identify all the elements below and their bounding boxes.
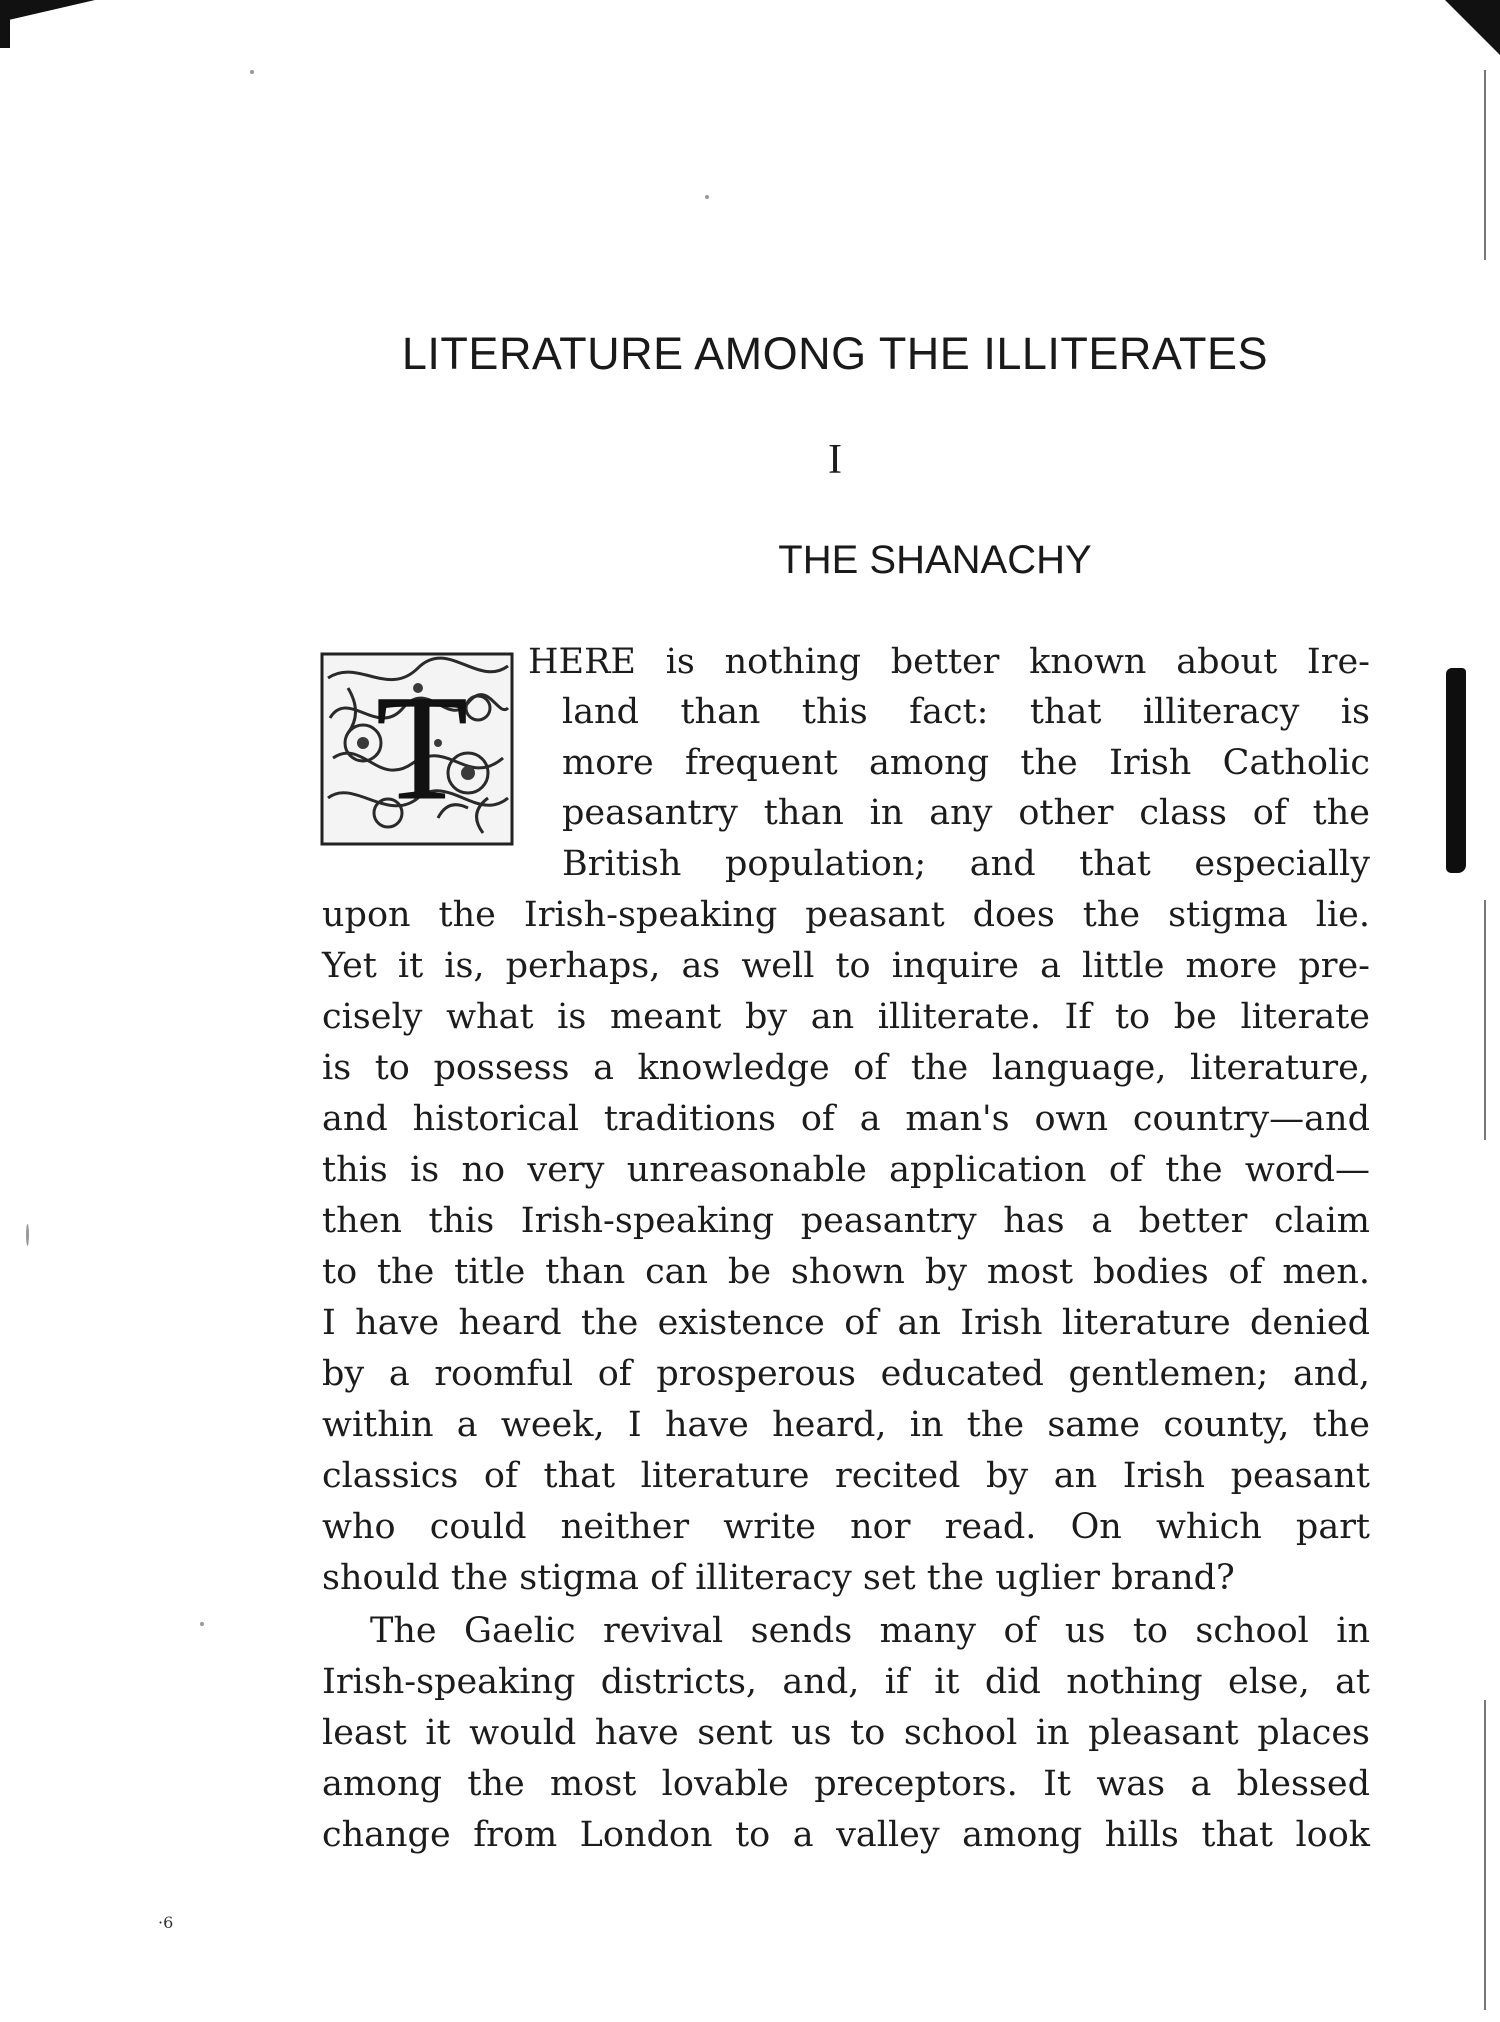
text-line: HERE is nothing better known about Ire- (528, 642, 1370, 682)
page-marker: ·6 (158, 1913, 174, 1932)
scan-speck (250, 70, 254, 74)
text-line: should the stigma of illiteracy set the uglier brand? (322, 1558, 1235, 1598)
scan-edge-line (1484, 70, 1486, 260)
text-line: peasantry than in any other class of the (562, 793, 1370, 833)
text-line: among the most lovable preceptors. It was a blessed (322, 1764, 1370, 1804)
text-line: within a week, I have heard, in the same county, the (322, 1405, 1370, 1445)
text-line: then this Irish-speaking peasantry has a better claim (322, 1201, 1370, 1241)
scan-corner-mark (1445, 0, 1500, 55)
scan-speck (705, 195, 709, 199)
ornamental-drop-cap (318, 648, 518, 850)
scan-corner-mark (0, 0, 95, 22)
scan-edge-shadow (1446, 668, 1466, 873)
text-line: this is no very unreasonable application of the word— (322, 1150, 1370, 1190)
text-line: who could neither write nor read. On which part (322, 1507, 1370, 1547)
text-line: least it would have sent us to school in pleasant places (322, 1713, 1370, 1753)
text-line: to the title than can be shown by most bodies of men. (322, 1252, 1370, 1292)
text-line: and historical traditions of a man's own country—and (322, 1099, 1370, 1139)
section-number: I (828, 437, 842, 483)
scan-speck (26, 1224, 29, 1246)
text-line: upon the Irish-speaking peasant does the stigma lie. (322, 895, 1370, 935)
text-line: cisely what is meant by an illiterate. If to be literate (322, 997, 1370, 1037)
text-line: more frequent among the Irish Catholic (562, 743, 1370, 783)
text-line: Irish-speaking districts, and, if it did nothing else, at (322, 1662, 1370, 1702)
text-line: Yet it is, perhaps, as well to inquire a little more pre- (322, 946, 1370, 986)
drop-cap-letter: T (376, 665, 468, 831)
drop-cap-ornament-icon (318, 648, 518, 850)
section-title: THE SHANACHY (778, 538, 1092, 582)
scan-speck (200, 1622, 204, 1626)
text-line: I have heard the existence of an Irish literature denied (322, 1303, 1370, 1343)
text-line: The Gaelic revival sends many of us to school in (370, 1611, 1370, 1651)
text-line: by a roomful of prosperous educated gentlemen; and, (322, 1354, 1370, 1394)
page-title: LITERATURE AMONG THE ILLITERATES (401, 328, 1269, 379)
scan-edge-line (1484, 1700, 1486, 2010)
text-line: is to possess a knowledge of the language, literature, (322, 1048, 1370, 1088)
text-line: change from London to a valley among hills that look (322, 1815, 1370, 1855)
scan-edge-line (1484, 900, 1486, 1140)
text-line: land than this fact: that illiteracy is (562, 692, 1370, 732)
text-line: classics of that literature recited by an Irish peasant (322, 1456, 1370, 1496)
text-line: British population; and that especially (562, 844, 1370, 884)
